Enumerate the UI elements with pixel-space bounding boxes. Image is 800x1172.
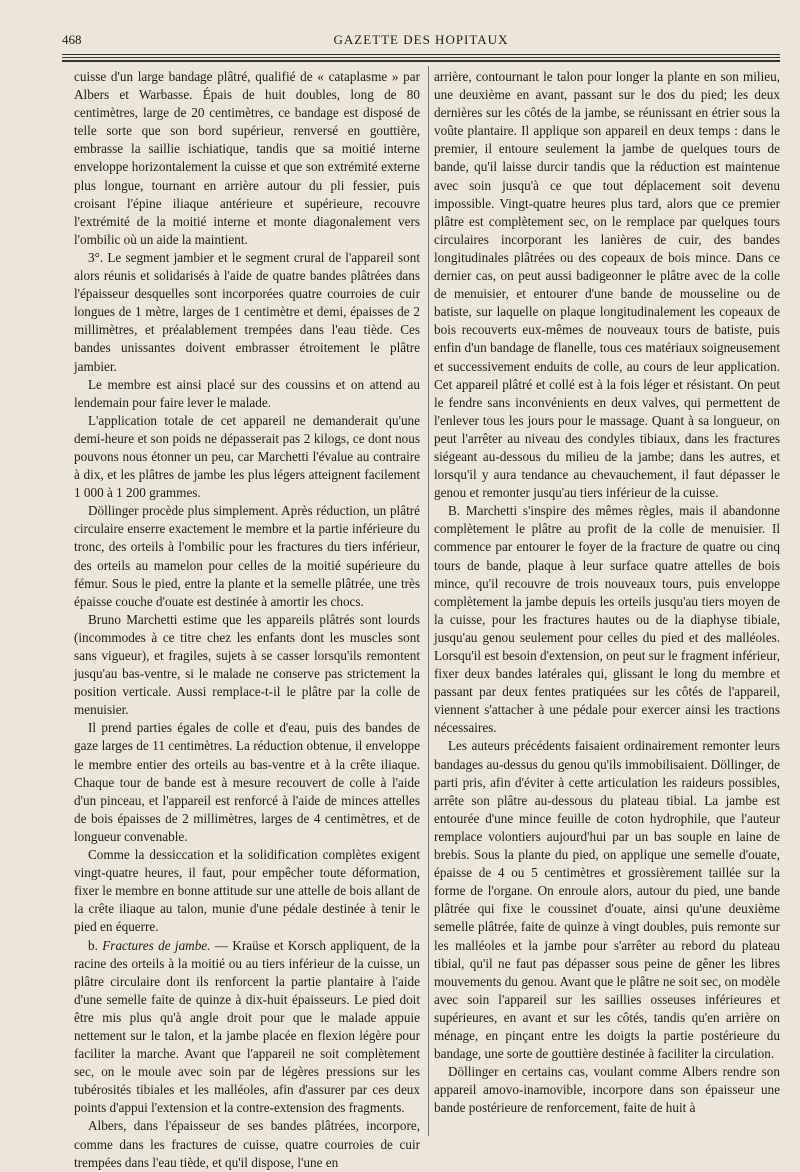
running-header: [62, 30, 780, 52]
paragraph: Comme la dessiccation et la solidification complètes exigent vingt-quatre heures, il faut, pour empêcher toute déformation, fixer le membre en bonne attitude sur une attelle de bois allant de la crête iliaque au talon, munie d'une pédale destinée à tenir le pied en équerre.: [74, 847, 420, 935]
paragraph: B. Marchetti s'inspire des mêmes règles, mais il abandonne complètement le plâtre au profit de la colle de menuisier. Il commence par entourer le foyer de la fracture de quatre ou cinq tours de bande, plaque à leur surface quatre attelles de bois mince, qu'il recouvre de trois nouveaux tours, puis enveloppe complètement la jambe depuis les orteils jusqu'au tiers moyen de la cuisse, pour les fractures hautes ou de la diaphyse tibiale, jusqu'au genou seulement pour celles du pied et des malléoles. Lorsqu'il est besoin d'extension, on peut sur le fragment inférieur, fixer deux bandes latérales qui, glissant le long du membre et passant par deux fentes pratiquées sur les côtés de l'appareil, viennent s'attacher à une pédale pour exercer ainsi les tractions nécessaires.: [434, 503, 780, 736]
paragraph: 3°. Le segment jambier et le segment crural de l'appareil sont alors réunis et solidarisés à l'aide de quatre bandes plâtrées dans l'épaisseur desquelles sont incorporées quatre courroies de cuir longues de 1 mètre, larges de 1 centimètre et demi, épaisses de 2 millimètres, et préalablement trempées dans l'eau tiède. Ces bandes unissantes doivent embrasser étroitement le plâtre jambier.: [74, 249, 420, 374]
right-column: [434, 68, 780, 1117]
section-prefix: b.: [88, 937, 103, 953]
paragraph: cuisse d'un large bandage plâtré, qualifié de « cataplasme » par Albers et Warbasse. Épais de huit doubles, long de 80 centimètres, large de 20 centimètres, ce bandage est disposé de telle sorte que son bord supérieur, renversé en gouttière, embrasse la saillie ischiatique, tandis que sa moitié interne enveloppe horizontalement la cuisse et que son extrémité externe plus longue, tournant en arrière autour du pli fessier, puis croisant l'épine iliaque antérieure et supérieure, recouvre l'extrémité de la moitié interne et monte diagonalement vers l'ombilic où un aide la maintient.: [74, 69, 420, 247]
paragraph: Le membre est ainsi placé sur des coussins et on attend au lendemain pour faire lever le malade.: [74, 376, 420, 410]
paragraph: L'application totale de cet appareil ne demanderait qu'une demi-heure et son poids ne dépasserait pas 2 kilogs, ce dont nous pouvons nous étonner un peu, car Marchetti l'évalue au contraire à dix, et les plâtres de jambe les plus légers atteignent facilement 1 000 à 1 200 grammes.: [74, 412, 420, 501]
header-rule: [62, 60, 780, 62]
header-rule: [62, 57, 780, 58]
paragraph: Döllinger procède plus simplement. Après réduction, un plâtré circulaire enserre exactement le membre et la partie inférieure du tronc, des orteils à l'ombilic pour les fractures du tiers inférieur, des orteils au mamelon pour celles de la moitié supérieure du fémur. Sous le pied, entre la plante et la semelle plâtrée, une très épaisse couche d'ouate est destinée à amortir les chocs.: [74, 503, 420, 609]
paragraph: Albers, dans l'épaisseur de ses bandes plâtrées, incorpore, comme dans les fractures de cuisse, quatre courroies de cuir trempées dans l'eau tiède, et qu'il dispose, l'une en: [74, 1118, 420, 1170]
column-divider: [428, 66, 429, 1136]
section-heading: Fractures de jambe.: [102, 937, 211, 953]
paragraph: Döllinger en certains cas, voulant comme Albers rendre son appareil amovo-inamovible, incorpore dans son épaisseur une bande postérieure de renforcement, faite de huit à: [434, 1064, 780, 1116]
fractures-paragraph: [74, 937, 420, 1118]
header-rule: [62, 54, 780, 55]
paragraph: Il prend parties égales de colle et d'eau, puis des bandes de gaze larges de 11 centimètres. La réduction obtenue, il enveloppe le membre entier des orteils au bas-ventre et à la crête iliaque. Chaque tour de bande est à mesure recouvert de colle à l'aide d'un pinceau, et l'appareil est renforcé à l'aide de minces attelles de bois épaisses de 2 millimètres, larges de 4 centimètres, et de longueur convenable.: [74, 720, 420, 844]
paragraph: Les auteurs précédents faisaient ordinairement remonter leurs bandages au-dessus du genou qu'ils immobilisaient. Döllinger, de parti pris, afin d'éviter à cette articulation les raideurs possibles, arrête son plâtre au-dessous du plateau tibial. La jambe est entourée d'une mince feuille de coton hydrophile, que l'auteur remplace volontiers aujourd'hui par un bas souple en laine de brebis. Sous la plante du pied, on applique une semelle d'ouate, épaisse de 4 ou 5 centimètres et grossièrement taillée sur la forme de l'organe. On enroule alors, autour du pied, une bande plâtrée qui fixe le coussinet d'ouate, ainsi qu'une deuxième semelle plâtrée, faite de quinze à vingt doubles, puis remonte sur les malléoles et la jambe pour s'arrêter au rebord du plateau tibial, qu'il ne faut pas dépasser sous peine de gêner les libres mouvements du genou. Avant que le plâtre ne soit sec, on modèle avec soin l'appareil sur les saillies osseuses inférieures et supérieures, en avant et sur les côtés, tandis qu'en arrière on ménage, en pinçant entre les doigts la partie postérieure du bandage, une sorte de gouttière destinée à faciliter la circulation.: [434, 738, 780, 1062]
paragraph: Bruno Marchetti estime que les appareils plâtrés sont lourds (incommodes à ce titre chez les enfants dont les muscles sont sans vigueur), et fragiles, sujets à se casser lorsqu'ils remontent jusqu'au bas-ventre, si le malade ne conserve pas strictement la position verticale. Aussi remplace-t-il le plâtre par la colle de menuisier.: [74, 611, 420, 718]
paragraph: arrière, contournant le talon pour longer la plante en son milieu, une deuxième en avant, passant sur le dos du pied; les deux dernières sur les côtés de la jambe, se réunissant en étrier sous la voûte plantaire. Il applique son appareil en deux temps : dans le premier, il entoure seulement la jambe de quelques tours de bande, qu'il laisse durcir tandis que la réduction est maintenue avec soin jusqu'à ce que tout déplacement soit devenu impossible. Vingt-quatre heures plus tard, alors que ce premier plâtre est complètement sec, on le remplace par quelques tours circulaires incorporant les lanières de cuir, des bandes longitudinales plâtrées ou des copeaux de bois mince. Dans ce dernier cas, on peut aussi badigeonner le plâtre avec de la colle de menuisier, et entourer d'une bande de mousseline ou de batiste, sur laquelle on plaque longitudinalement les copeaux de bois recouverts eux-mêmes de nouveaux tours de batiste, puis enfin d'un bandage de flanelle, tous ces matériaux soigneusement et successivement enduits de colle, au cours de leur application. Cet appareil plâtré et collé est à la fois léger et résistant. On peut le fendre sans inconvénients en deux valves, qui permettent de l'enlever tous les jours pour le massage. Quant à sa longueur, on peut l'arrêter au niveau des condyles tibiaux, dans les fractures siégeant au-dessous du milieu de la jambe; dans les autres, et lorsqu'il y aura tendance au chevauchement, il faut dépasser le genou et remonter jusqu'au tiers inférieur de la cuisse.: [434, 69, 780, 501]
section-body: — Kraüse et Korsch appliquent, de la racine des orteils à la moitié ou au tiers inférieur de la cuisse, un plâtre circulaire dont ils renforcent la partie plantaire à l'aide d'une semelle faite de quinze à dix-huit épaisseurs. Le pied doit être mis plus qu'à angle droit pour que le malade appuie nettement sur le talon, et la jambe placée en flexion légère pour faciliter la marche. Avant que l'appareil ne soit complètement sec, on le moule avec soin par de légères pressions sur les tubérosités tibiales et les malléoles, afin d'assurer par ces deux points d'appui l'extension et la contre-extension des fragments.: [74, 937, 420, 1116]
journal-title: GAZETTE DES HOPITAUX: [333, 32, 509, 47]
left-column: [74, 68, 420, 1172]
page-number: 468: [62, 32, 82, 47]
